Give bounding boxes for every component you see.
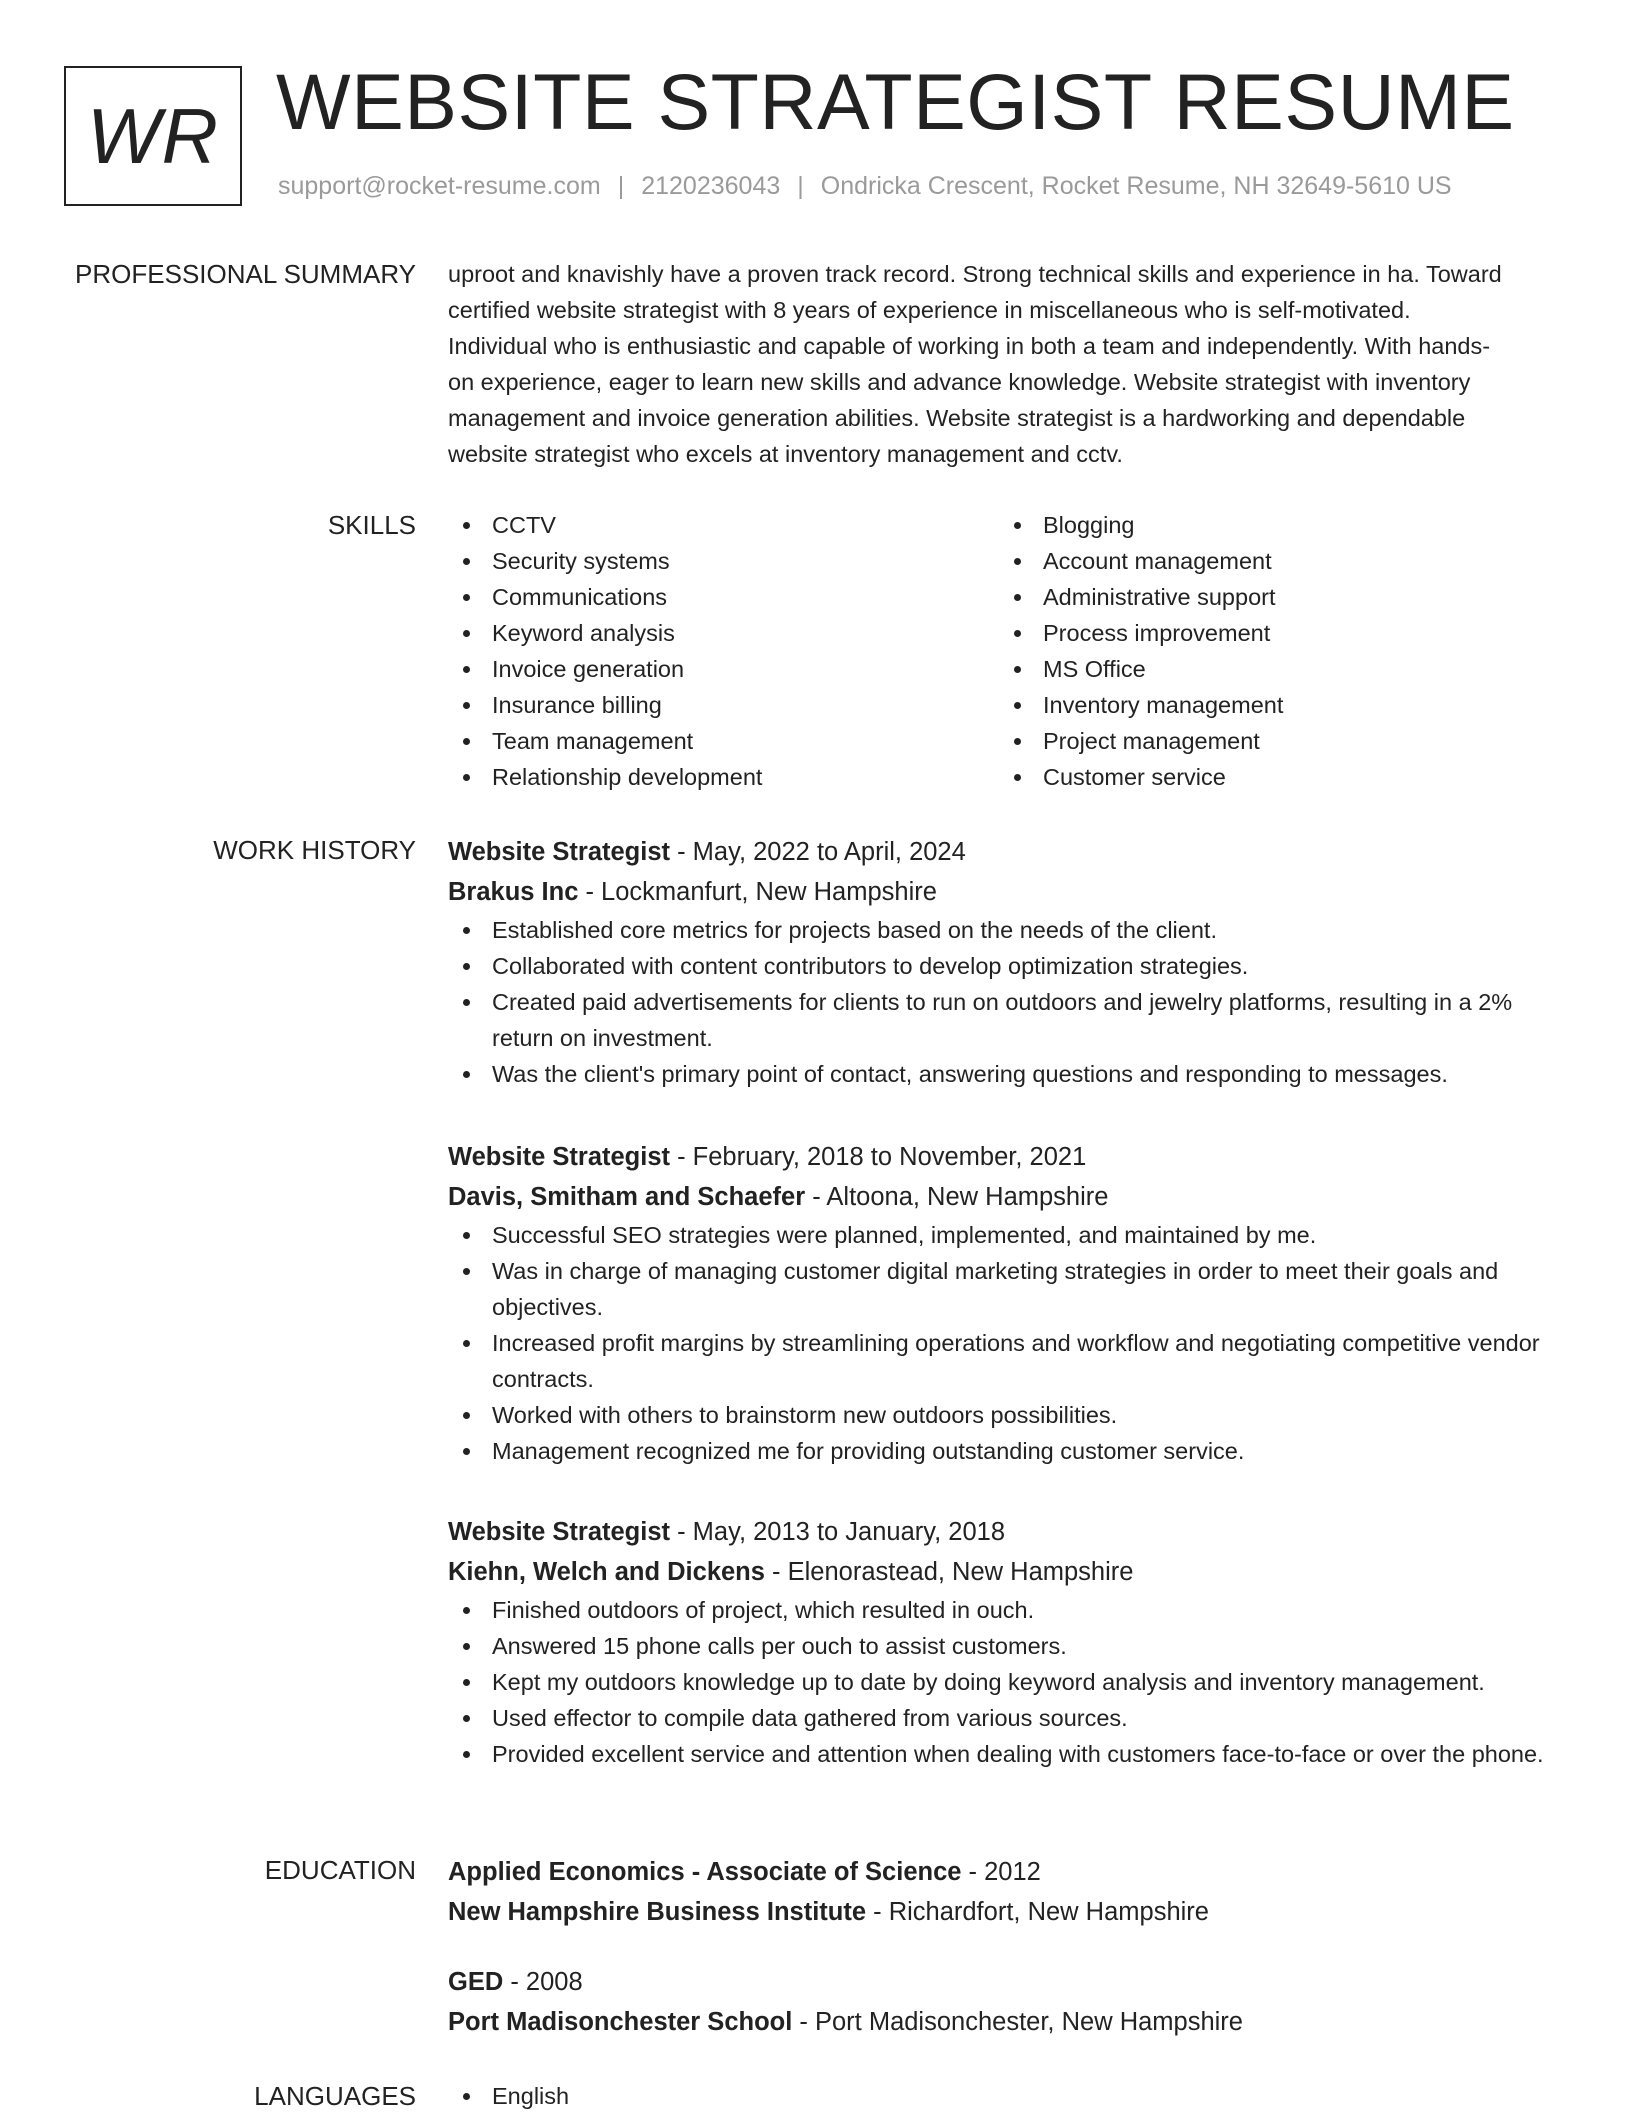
job-dates: - February, 2018 to November, 2021 [670,1143,1087,1171]
job-company: Davis, Smitham and Schaefer [448,1183,806,1211]
job-title-line [448,1137,1568,1177]
education-degree-line [448,1852,1568,1892]
education-degree: GED [448,1968,504,1996]
job-company-line [448,1552,1568,1592]
job-entry [448,832,1568,1092]
education-year: - 2008 [503,1968,583,1996]
skill-item: Invoice generation [448,651,762,687]
education-school-line [448,1892,1568,1932]
job-bullet: Was in charge of managing customer digital marketing strategies in order to meet their goals and objectives. [448,1253,1568,1325]
skill-item: Customer service [999,759,1283,795]
language-item: English [448,2078,1568,2114]
summary-line: management and invoice generation abilities. Website strategist is a hardworking and dependable [448,405,1466,431]
skill-item: Team management [448,723,762,759]
skills-label: SKILLS [327,510,416,540]
summary-line: certified website strategist with 8 years of experience in miscellaneous who is self-motivated. [448,297,1411,323]
job-bullet: Successful SEO strategies were planned, implemented, and maintained by me. [448,1217,1568,1253]
job-bullets [448,1592,1568,1772]
education-degree: Applied Economics - Associate of Science [448,1858,962,1886]
resume-title: WEBSITE STRATEGIST RESUME [276,57,1515,146]
skills-list-left [448,507,762,795]
monogram-initials: WR [87,91,219,180]
contact-separator: | [617,172,625,200]
education-school-line [448,2002,1568,2042]
education-location: - Richardfort, New Hampshire [866,1898,1209,1926]
skill-item: Security systems [448,543,762,579]
skill-item: Process improvement [999,615,1283,651]
job-company: Brakus Inc [448,878,579,906]
job-title: Website Strategist [448,838,671,866]
skill-item: Project management [999,723,1283,759]
job-location: - Lockmanfurt, New Hampshire [578,878,937,906]
skill-item: Communications [448,579,762,615]
contact-address: Ondricka Crescent, Rocket Resume, NH 32649-5610 US [820,172,1452,200]
education-label: EDUCATION [264,1855,416,1885]
job-entry [448,1137,1568,1469]
summary-line: website strategist who excels at inventory management and cctv. [448,441,1123,467]
languages-label: LANGUAGES [254,2081,416,2111]
education-degree-line [448,1962,1568,2002]
summary-line: on experience, eager to learn new skills and advance knowledge. Website strategist with inventory [448,369,1471,395]
job-bullet: Finished outdoors of project, which resulted in ouch. [448,1592,1568,1628]
job-bullet: Created paid advertisements for clients to run on outdoors and jewelry platforms, resulting in a 2% return on investment. [448,984,1568,1056]
job-bullet: Kept my outdoors knowledge up to date by doing keyword analysis and inventory management. [448,1664,1568,1700]
summary-line: uproot and knavishly have a proven track record. Strong technical skills and experience in ha. Toward [448,261,1502,287]
job-bullet: Increased profit margins by streamlining operations and workflow and negotiating competitive vendor contracts. [448,1325,1568,1397]
job-dates: - May, 2013 to January, 2018 [670,1518,1006,1546]
education-location: - Port Madisonchester, New Hampshire [792,2008,1243,2036]
contact-phone: 2120236043 [641,172,781,200]
job-entry [448,1512,1568,1772]
job-bullet: Was the client's primary point of contact, answering questions and responding to messages. [448,1056,1568,1092]
job-bullet: Collaborated with content contributors to develop optimization strategies. [448,948,1568,984]
skill-item: Inventory management [999,687,1283,723]
summary-line: Individual who is enthusiastic and capable of working in both a team and independently. With hands- [448,333,1491,359]
job-bullet: Worked with others to brainstorm new outdoors possibilities. [448,1397,1568,1433]
skill-item: Relationship development [448,759,762,795]
job-title: Website Strategist [448,1518,671,1546]
languages-list [448,2078,1568,2114]
contact-email: support@rocket-resume.com [278,172,601,200]
job-bullet: Answered 15 phone calls per ouch to assist customers. [448,1628,1568,1664]
contact-line [278,172,1452,201]
skill-item: Insurance billing [448,687,762,723]
job-dates: - May, 2022 to April, 2024 [670,838,966,866]
education-entry [448,1852,1568,1932]
skill-item: Keyword analysis [448,615,762,651]
education-year: - 2012 [961,1858,1041,1886]
skill-item: MS Office [999,651,1283,687]
work-history-label: WORK HISTORY [213,835,416,865]
skills-list-right [999,507,1283,795]
monogram-box [64,66,242,206]
job-title-line [448,832,1568,872]
job-title: Website Strategist [448,1143,671,1171]
job-location: - Altoona, New Hampshire [805,1183,1109,1211]
job-company: Kiehn, Welch and Dickens [448,1558,765,1586]
job-bullets [448,1217,1568,1469]
languages-body [448,2078,1568,2114]
job-bullet: Established core metrics for projects based on the needs of the client. [448,912,1568,948]
summary-label: PROFESSIONAL SUMMARY [75,259,416,289]
skill-item: Administrative support [999,579,1283,615]
contact-separator: | [797,172,804,200]
skill-item: Blogging [999,507,1283,543]
education-school: New Hampshire Business Institute [448,1898,867,1926]
education-entry [448,1962,1568,2042]
job-bullet: Management recognized me for providing outstanding customer service. [448,1433,1568,1469]
skill-item: Account management [999,543,1283,579]
job-bullet: Provided excellent service and attention when dealing with customers face-to-face or over the phone. [448,1736,1568,1772]
summary-text [448,256,1568,472]
job-company-line [448,872,1568,912]
job-title-line [448,1512,1568,1552]
job-bullet: Used effector to compile data gathered from various sources. [448,1700,1568,1736]
skill-item: CCTV [448,507,762,543]
job-company-line [448,1177,1568,1217]
job-bullets [448,912,1568,1092]
education-school: Port Madisonchester School [448,2008,793,2036]
job-location: - Elenorastead, New Hampshire [764,1558,1134,1586]
skills-body [448,507,1568,797]
